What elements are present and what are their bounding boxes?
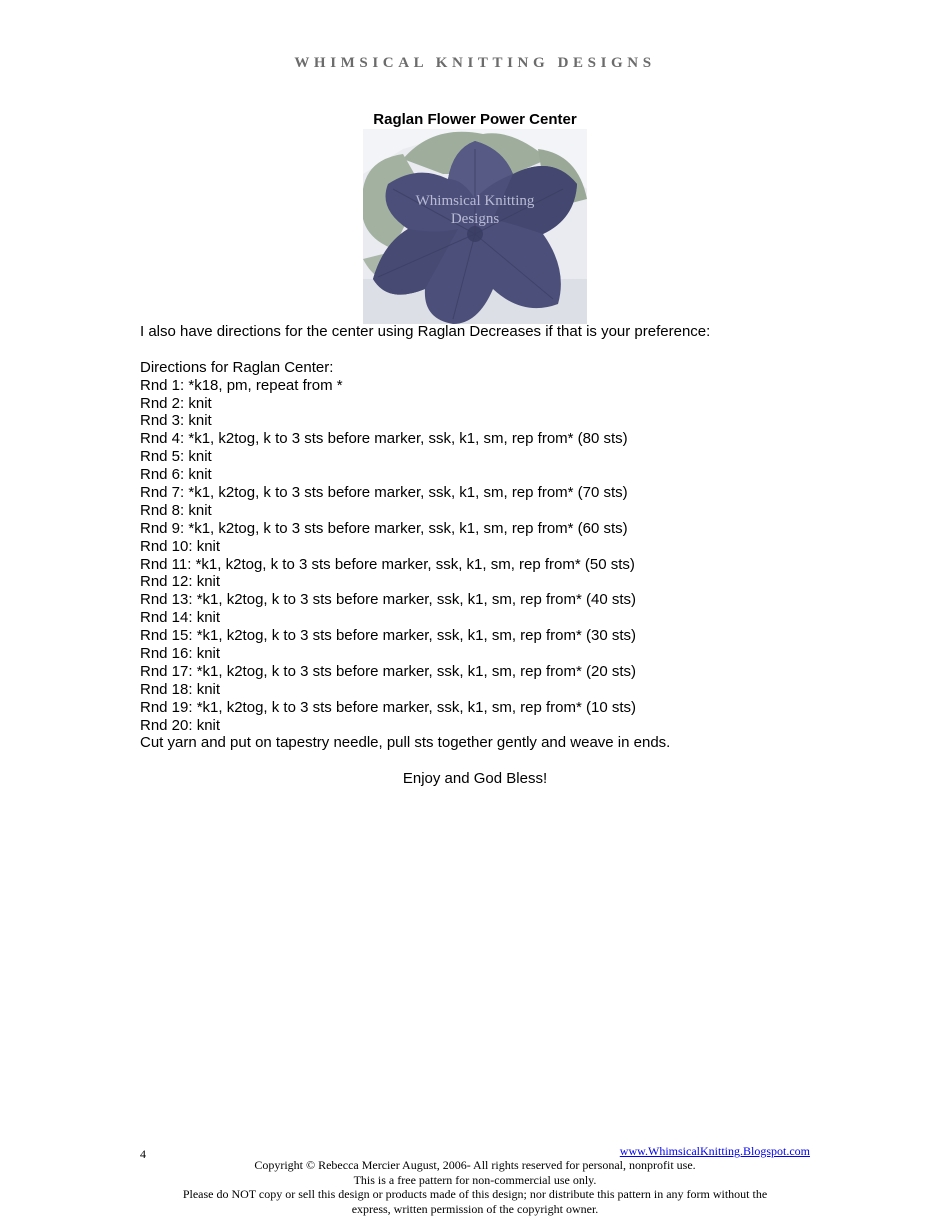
watermark-text-line1: Whimsical Knitting	[415, 193, 535, 209]
round-line: Rnd 6: knit	[140, 466, 212, 484]
flower-photo	[363, 129, 587, 324]
notice-line: express, written permission of the copyright owner.	[351, 1201, 599, 1216]
round-line: Rnd 18: knit	[140, 680, 221, 698]
round-line: Rnd 2: knit	[140, 394, 212, 412]
page-title: Raglan Flower Power Center	[373, 111, 577, 128]
round-line: Rnd 4: *k1, k2tog, k to 3 sts before marker, ssk, k1, sm, rep from* (80 sts)	[140, 430, 628, 448]
watermark-text-line2: Designs	[450, 211, 500, 227]
round-line: Rnd 12: knit	[140, 573, 221, 591]
round-line: Rnd 5: knit	[140, 448, 212, 466]
round-line: Rnd 1: *k18, pm, repeat from *	[140, 376, 343, 394]
free-pattern-line: This is a free pattern for non-commercial use only.	[353, 1172, 597, 1187]
intro-text: I also have directions for the center using Raglan Decreases if that is your preference:	[140, 323, 711, 340]
round-line: Rnd 13: *k1, k2tog, k to 3 sts before marker, ssk, k1, sm, rep from* (40 sts)	[140, 591, 637, 609]
closing-text: Enjoy and God Bless!	[402, 770, 548, 787]
round-line: Rnd 10: knit	[140, 537, 221, 555]
finishing-instructions: Cut yarn and put on tapestry needle, pull sts together gently and weave in ends.	[140, 734, 671, 752]
round-line: Rnd 15: *k1, k2tog, k to 3 sts before marker, ssk, k1, sm, rep from* (30 sts)	[140, 627, 637, 645]
round-line: Rnd 20: knit	[140, 716, 221, 734]
notice-line: Please do NOT copy or sell this design or products made of this design; nor distribute this pattern in any form without the	[182, 1187, 768, 1201]
blog-link[interactable]: www.WhimsicalKnitting.Blogspot.com	[619, 1144, 810, 1158]
round-line: Rnd 7: *k1, k2tog, k to 3 sts before marker, ssk, k1, sm, rep from* (70 sts)	[140, 484, 628, 502]
round-line: Rnd 16: knit	[140, 645, 221, 663]
round-line: Rnd 3: knit	[140, 412, 212, 430]
round-line: Rnd 19: *k1, k2tog, k to 3 sts before marker, ssk, k1, sm, rep from* (10 sts)	[140, 698, 637, 716]
directions-heading: Directions for Raglan Center:	[140, 358, 334, 376]
page-number: 4	[140, 1147, 146, 1161]
copyright-footer	[0, 1158, 950, 1216]
pattern-body	[140, 323, 840, 752]
round-line: Rnd 11: *k1, k2tog, k to 3 sts before marker, ssk, k1, sm, rep from* (50 sts)	[140, 555, 635, 573]
round-line: Rnd 8: knit	[140, 501, 212, 519]
copyright-line: Copyright © Rebecca Mercier August, 2006- All rights reserved for personal, nonprofit use.	[254, 1158, 696, 1172]
round-line: Rnd 9: *k1, k2tog, k to 3 sts before marker, ssk, k1, sm, rep from* (60 sts)	[140, 519, 628, 537]
round-line: Rnd 14: knit	[140, 609, 221, 627]
round-line: Rnd 17: *k1, k2tog, k to 3 sts before marker, ssk, k1, sm, rep from* (20 sts)	[140, 662, 637, 680]
header-brand: WHIMSICAL KNITTING DESIGNS	[294, 55, 656, 71]
